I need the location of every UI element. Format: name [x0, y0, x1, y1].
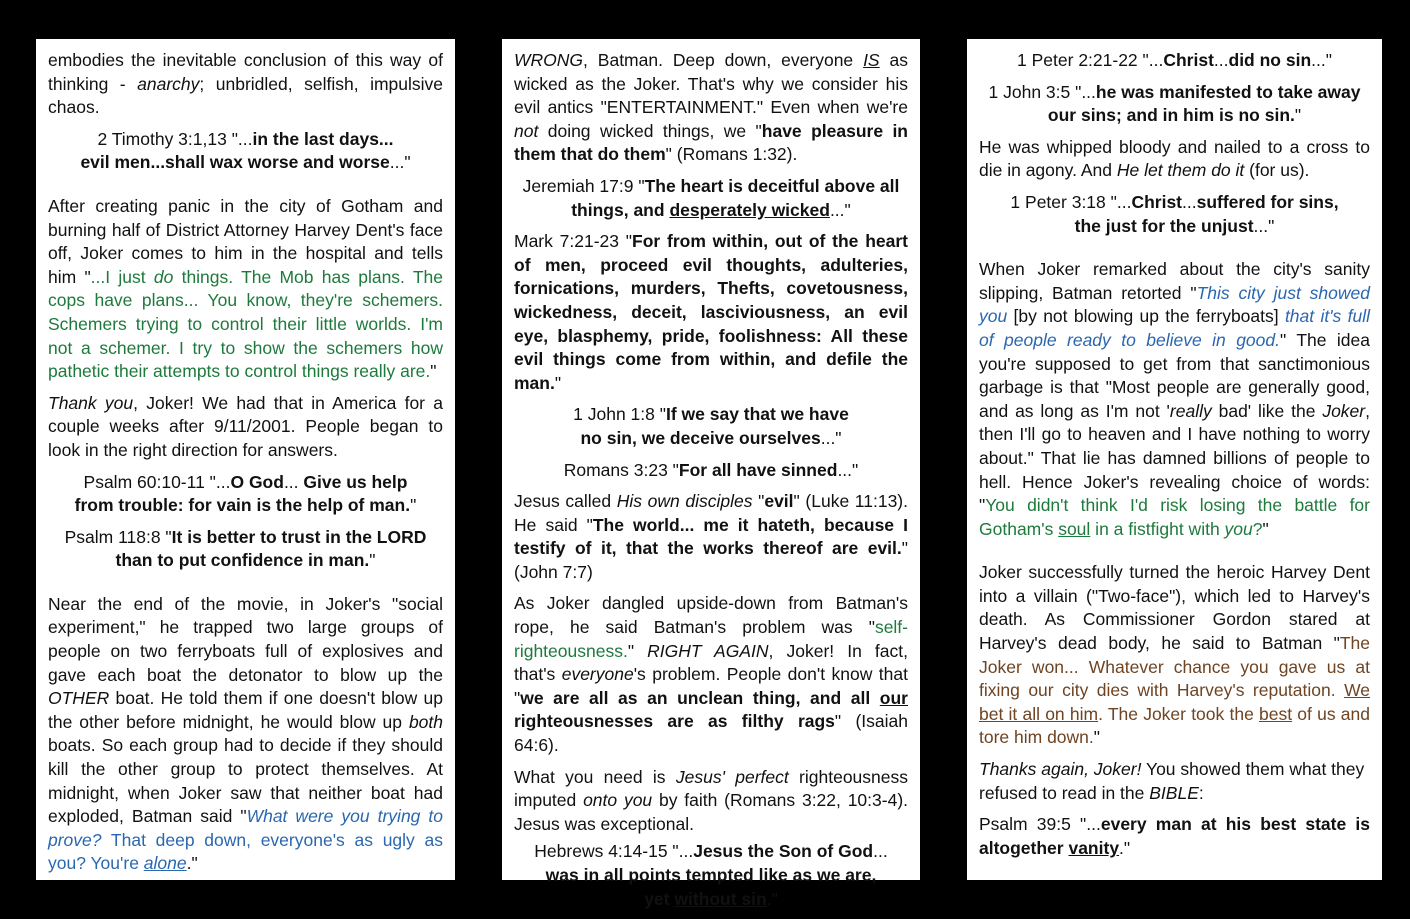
verse-psalm-60: Psalm 60:10-11 "...O God... Give us help from trouble: for vain is the help of man." — [74, 471, 417, 516]
paragraph-thank-you: Thank you, Joker! We had that in America for a couple weeks after 9/11/2001. People began to look in the right direction for answers. — [48, 392, 443, 460]
verse-romans-3: Romans 3:23 "For all have sinned..." — [563, 459, 859, 480]
paragraph-joker-hospital: After creating panic in the city of Gotham and burning half of District Attorney Harvey Dent's face off, Joker comes to him in the hospital and tells him "...I just do things. The Mob has plans. The cops have plans... You know, they're schemers. Schemers trying to control their little worlds. I'm not a schemer. I try to show the schemers how pathetic their attempts to control things really are." — [48, 195, 444, 382]
paragraph-what-you-need: What you need is Jesus' perfect righteousness imputed onto you by faith (Romans 3:22, 10:3-4). Jesus was exceptional. — [514, 766, 909, 834]
verse-psalm-118: Psalm 118:8 "It is better to trust in the LORD than to put confidence in man." — [64, 526, 427, 571]
tract-panel-left — [36, 39, 455, 880]
verse-2-timothy: 2 Timothy 3:1,13 "...in the last days... evil men...shall wax worse and worse..." — [80, 128, 411, 173]
verse-psalm-39: Psalm 39:5 "...every man at his best state is altogether vanity." — [979, 814, 1370, 858]
verse-1-john-3: 1 John 3:5 "...he was manifested to take away our sins; and in him is no sin." — [988, 81, 1361, 126]
tract-panel-right — [967, 39, 1382, 880]
paragraph-disciples-evil: Jesus called His own disciples "evil" (Luke 11:13). He said "The world... me it hateth, because I testify of it, that the works thereof are evil." (John 7:7) — [514, 491, 908, 582]
verse-1-peter-2: 1 Peter 2:21-22 "...Christ...did no sin..." — [1017, 50, 1332, 70]
verse-mark: Mark 7:21-23 "For from within, out of the heart of men, proceed evil thoughts, adulteries, fornications, murders, Thefts, covetousness, wickedness, deceit, lasciviousness, an evil eye, blasphemy, pride, foolishness: All these evil things come from within, and defile the man." — [514, 231, 908, 393]
paragraph-city-sanity: When Joker remarked about the city's sanity slipping, Batman retorted "This city just showed you [by not blowing up the ferryboats] that it's full of people ready to believe in good." The idea you're supposed to get from that sanctimonious garbage is that "Most people are generally good, and as long as I'm not 'really bad' like the Joker, then I'll go to heaven and I have nothing to worry about." That lie has damned billions of people to hell. Hence Joker's revealing choice of words: "You didn't think I'd risk losing the battle for Gotham's soul in a fistfight with you?" — [979, 259, 1371, 539]
paragraph-anarchy: embodies the inevitable conclusion of this way of thinking - anarchy; unbridled, selfish, impulsive chaos. — [48, 50, 444, 118]
paragraph-wrong-batman: WRONG, Batman. Deep down, everyone IS as wicked as the Joker. That's why we consider his evil antics "ENTERTAINMENT." Even when we're not doing wicked things, we "have pleasure in them that do them" (Romans 1:32). — [514, 50, 908, 165]
verse-hebrews: Hebrews 4:14-15 "...Jesus the Son of God... was in all points tempted like as we are, yet without sin." — [534, 841, 888, 909]
paragraph-thanks-again: Thanks again, Joker! You showed them what they refused to read in the BIBLE: — [979, 759, 1365, 803]
paragraph-whipped: He was whipped bloody and nailed to a cross to die in agony. And He let them do it (for us). — [979, 136, 1370, 181]
paragraph-self-righteousness: As Joker dangled upside-down from Batman's rope, he said Batman's problem was "self-righteousness." RIGHT AGAIN, Joker! In fact, that's everyone's problem. People don't know that "we are all as an unclean thing, and all our righteousnesses are as filthy rags" (Isaiah 64:6). — [514, 593, 909, 756]
tract-panel-middle — [502, 39, 920, 909]
verse-jeremiah: Jeremiah 17:9 "The heart is deceitful above all things, and desperately wicked..." — [522, 175, 900, 220]
verse-1-john-1: 1 John 1:8 "If we say that we have no sin, we deceive ourselves..." — [573, 404, 849, 448]
verse-1-peter-3: 1 Peter 3:18 "...Christ...suffered for sins, the just for the unjust..." — [1010, 191, 1339, 236]
paragraph-social-experiment: Near the end of the movie, in Joker's "social experiment," he trapped two large groups of people on two ferryboats full of explosives and gave each boat the detonator to blow up the OTHER boat. He told them if one doesn't blow up the other before midnight, he would blow up both boats. So each group had to decide if they should kill the other group to protect themselves. At midnight, when Joker saw that neither boat had exploded, Batman said "What were you trying to prove? That deep down, everyone's as ugly as you? You're alone." — [48, 593, 444, 874]
paragraph-two-face: Joker successfully turned the heroic Harvey Dent into a villain ("Two-face"), which led to Harvey's death. As Commissioner Gordon stared at Harvey's dead body, he said to Batman "The Joker won... Whatever chance you gave us at fixing our city dies with Harvey's reputation. We bet it all on him. The Joker took the best of us and tore him down." — [979, 562, 1370, 748]
